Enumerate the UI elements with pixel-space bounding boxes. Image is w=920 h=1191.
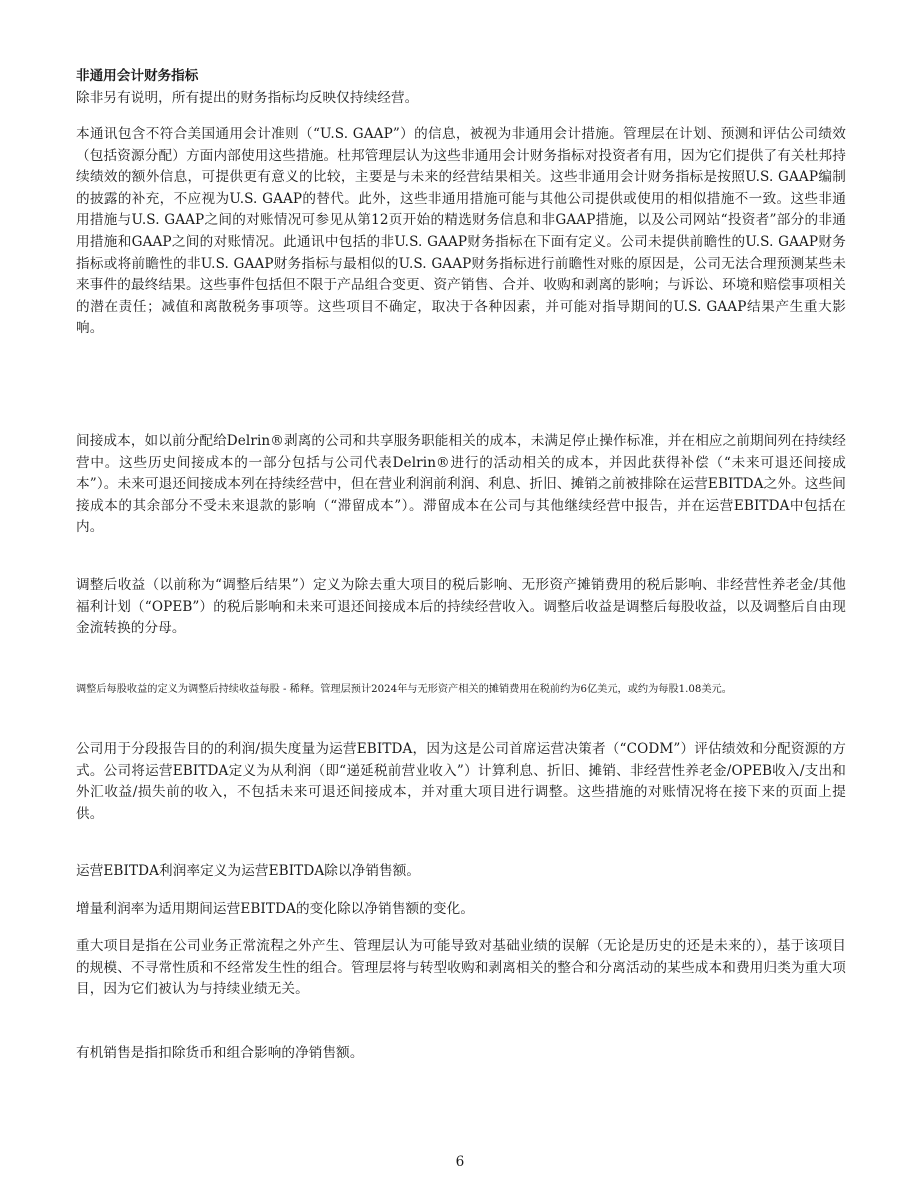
non-gaap-description-paragraph: 本通讯包含不符合美国通用会计准则（“U.S. GAAP”）的信息，被视为非通用会计措施。管理层在计划、预测和评估公司绩效（包括资源分配）方面内部使用这些措施。杜邦管理层认为这些非通用会计财务指标对投资者有用，因为它们提供了有关杜邦持续绩效的额外信息，可提供更有意义的比较，主要是与未来的经营结果相关。这些非通用会计财务指标是按照U.S. GAAP编制的披露的补充，不应视为U.S. GAAP的替代。此外，这些非通用措施可能与其他公司提供或使用的相似措施不一致。这些非通用措施与U.S. GAAP之间的对账情况可参见从第12页开始的精选财务信息和非GAAP措施，以及公司网站“投资者”部分的非通用措施和GAAP之间的对账情况。此通讯中包括的非U.S. GAAP财务指标在下面有定义。公司未提供前瞻性的U.S. GAAP财务指标或将前瞻性的非U.S. GAAP财务指标与最相似的U.S. GAAP财务指标进行前瞻性对账的原因是，公司无法合理预测某些未来事件的最终结果。这些事件包括但不限于产品组合变更、资产销售、合并、收购和剥离的影响；与诉讼、环境和赔偿事项相关的潜在责任；减值和离散税务事项等。这些项目不确定，取决于各种因素，并可能对指导期间的U.S. GAAP结果产生重大影响。 (76, 126, 846, 337)
incremental-margin-paragraph: 增量利润率为适用期间运营EBITDA的变化除以净销售额的变化。 (76, 901, 475, 917)
ebitda-margin-paragraph: 运营EBITDA利润率定义为运营EBITDA除以净销售额。 (76, 863, 421, 879)
intro-paragraph: 除非另有说明，所有提出的财务指标均反映仅持续经营。 (76, 90, 419, 106)
adjusted-eps-footnote: 调整后每股收益的定义为调整后持续收益每股 - 稀释。管理层预计2024年与无形资产相关的摊销费用在税前约为6亿美元，或约为每股1.08美元。 (76, 684, 732, 695)
significant-items-paragraph: 重大项目是指在公司业务正常流程之外产生、管理层认为可能导致对基础业绩的误解（无论是历史的还是未来的），基于该项目的规模、不寻常性质和不经常发生性的组合。管理层将与转型收购和剥离相关的整合和分离活动的某些成本和费用归类为重大项目，因为它们被认为与持续业绩无关。 (76, 938, 846, 998)
indirect-costs-paragraph: 间接成本，如以前分配给Delrin®剥离的公司和共享服务职能相关的成本，未满足停止操作标准，并在相应之前期间列在持续经营中。这些历史间接成本的一部分包括与公司代表Delrin®进行的活动相关的成本，并因此获得补偿（“未来可退还间接成本”）。未来可退还间接成本列在持续经营中，但在营业利润前利润、利息、折旧、摊销之前被排除在运营EBITDA之外。这些间接成本的其余部分不受未来退款的影响（“滞留成本”）。滞留成本在公司与其他继续经营中报告，并在运营EBITDA中包括在内。 (76, 433, 846, 536)
section-heading: 非通用会计财务指标 (76, 68, 199, 84)
page-number: 6 (455, 1154, 465, 1170)
operating-ebitda-paragraph: 公司用于分段报告目的的利润/损失度量为运营EBITDA，因为这是公司首席运营决策者（“CODM”）评估绩效和分配资源的方式。公司将运营EBITDA定义为从利润（即“递延税前营业收入”）计算利息、折旧、摊销、非经营性养老金/OPEB收入/支出和外汇收益/损失前的收入，不包括未来可退还间接成本，并对重大项目进行调整。这些措施的对账情况将在接下来的页面上提供。 (76, 741, 846, 822)
adjusted-earnings-paragraph: 调整后收益（以前称为“调整后结果”）定义为除去重大项目的税后影响、无形资产摊销费用的税后影响、非经营性养老金/其他福利计划（“OPEB”）的税后影响和未来可退还间接成本后的持续经营收入。调整后收益是调整后每股收益，以及调整后自由现金流转换的分母。 (76, 577, 846, 637)
organic-sales-paragraph: 有机销售是指扣除货币和组合影响的净销售额。 (76, 1045, 364, 1061)
